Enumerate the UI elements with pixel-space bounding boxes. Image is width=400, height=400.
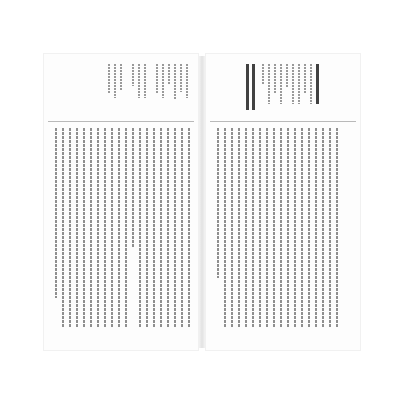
text-column bbox=[104, 128, 106, 328]
note-line bbox=[304, 64, 306, 94]
text-column bbox=[160, 128, 162, 328]
right-notes bbox=[212, 64, 324, 116]
note-line bbox=[180, 64, 182, 92]
note-line bbox=[144, 64, 146, 98]
text-column bbox=[252, 128, 254, 328]
right-main-text bbox=[212, 128, 354, 336]
note-heading-line bbox=[246, 64, 249, 110]
text-column bbox=[139, 128, 141, 328]
text-column bbox=[188, 128, 190, 328]
text-column bbox=[217, 128, 219, 278]
text-column bbox=[69, 128, 71, 328]
note-line bbox=[168, 64, 170, 84]
left-main-text bbox=[50, 128, 192, 336]
note-heading-line bbox=[316, 64, 319, 104]
text-column bbox=[118, 128, 120, 328]
text-column bbox=[245, 128, 247, 328]
text-column bbox=[266, 128, 268, 328]
text-column bbox=[315, 128, 317, 328]
note-line bbox=[268, 64, 270, 104]
text-column bbox=[238, 128, 240, 328]
text-column bbox=[97, 128, 99, 328]
text-column bbox=[259, 128, 261, 328]
book-gutter bbox=[199, 56, 205, 348]
text-column bbox=[90, 128, 92, 328]
note-heading-line bbox=[252, 64, 255, 110]
note-line bbox=[280, 64, 282, 104]
note-line bbox=[108, 64, 110, 94]
note-line bbox=[186, 64, 188, 98]
text-column bbox=[62, 128, 64, 328]
text-column bbox=[308, 128, 310, 328]
note-line bbox=[292, 64, 294, 104]
left-notes bbox=[84, 64, 192, 116]
note-line bbox=[286, 64, 288, 88]
left-page bbox=[44, 54, 198, 350]
note-line bbox=[298, 64, 300, 104]
note-line bbox=[162, 64, 164, 98]
text-column bbox=[153, 128, 155, 328]
text-column bbox=[174, 128, 176, 328]
note-line bbox=[262, 64, 264, 84]
text-column bbox=[280, 128, 282, 328]
text-column bbox=[167, 128, 169, 328]
text-column bbox=[294, 128, 296, 328]
note-line bbox=[138, 64, 140, 98]
note-line bbox=[174, 64, 176, 100]
text-column bbox=[287, 128, 289, 328]
right-note-rule bbox=[210, 121, 356, 122]
text-column bbox=[322, 128, 324, 328]
text-column bbox=[76, 128, 78, 328]
text-column bbox=[146, 128, 148, 328]
text-column bbox=[231, 128, 233, 328]
left-note-rule bbox=[48, 121, 194, 122]
text-column bbox=[111, 128, 113, 328]
text-column bbox=[273, 128, 275, 328]
note-line bbox=[310, 64, 312, 104]
text-column bbox=[336, 128, 338, 328]
text-column bbox=[83, 128, 85, 328]
note-line bbox=[156, 64, 158, 94]
text-column bbox=[55, 128, 57, 298]
note-line bbox=[114, 64, 116, 98]
text-column bbox=[301, 128, 303, 328]
text-column bbox=[132, 128, 134, 248]
note-line bbox=[132, 64, 134, 86]
text-column bbox=[181, 128, 183, 328]
note-line bbox=[120, 64, 122, 90]
text-column bbox=[329, 128, 331, 328]
right-page bbox=[206, 54, 360, 350]
text-column bbox=[125, 128, 127, 328]
text-column bbox=[224, 128, 226, 328]
note-line bbox=[274, 64, 276, 94]
